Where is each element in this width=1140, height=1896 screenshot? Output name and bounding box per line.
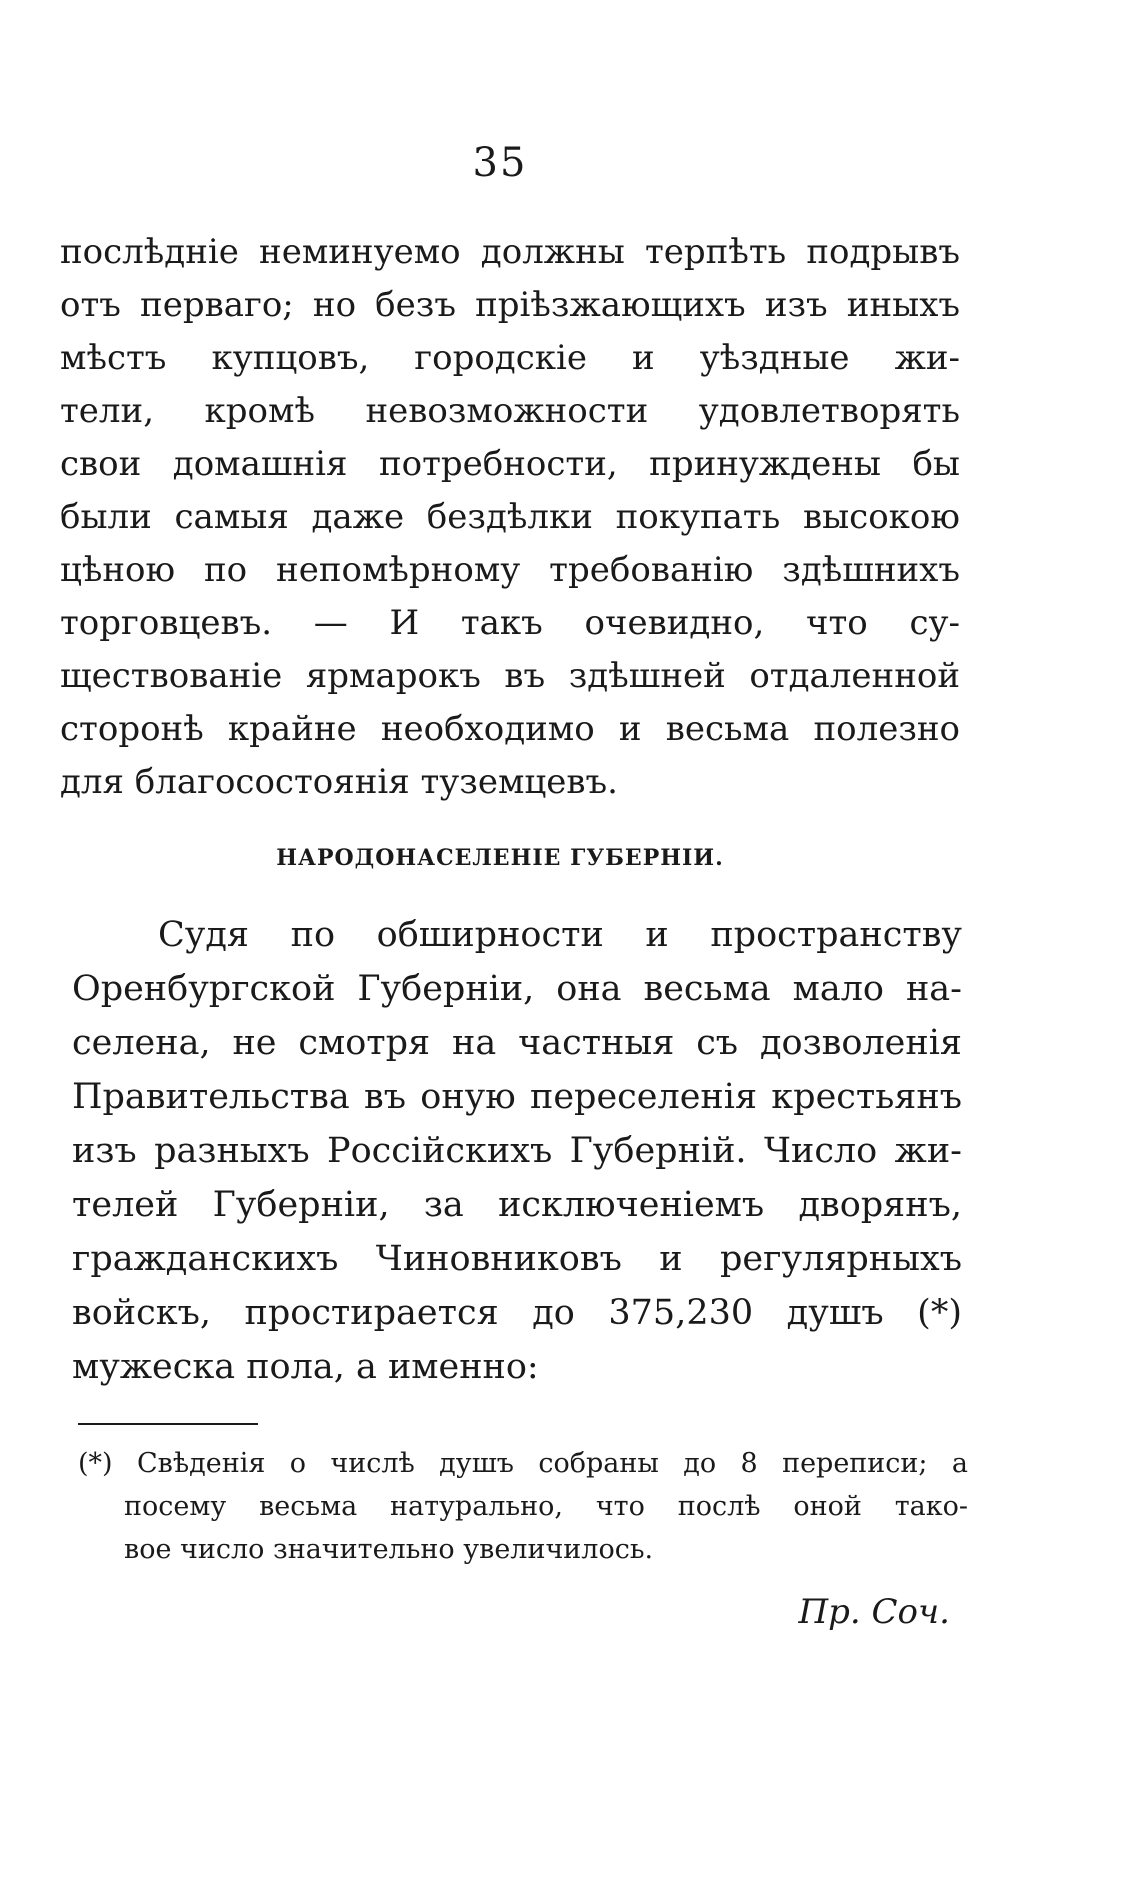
footnote-line: (*) Свѣденія о числѣ душъ собраны до 8 переписи; а bbox=[78, 1448, 968, 1479]
text-line: Оренбургской Губерніи, она весьма мало на- bbox=[72, 969, 962, 1009]
footnote-signature: Пр. Соч. bbox=[798, 1592, 950, 1632]
text-line: Правительства въ оную переселенія крестьянъ bbox=[72, 1077, 962, 1117]
text-line: мужеска пола, а именно: bbox=[72, 1347, 539, 1387]
footnote-line: посему весьма натурально, что послѣ оной тако- bbox=[124, 1491, 968, 1522]
text-line: гражданскихъ Чиновниковъ и регулярныхъ bbox=[72, 1239, 962, 1279]
text-line: мѣстъ купцовъ, городскіе и уѣздные жи- bbox=[60, 338, 960, 378]
text-line: для благосостоянія туземцевъ. bbox=[60, 762, 618, 802]
text-line: изъ разныхъ Россійскихъ Губерній. Число жи- bbox=[72, 1131, 962, 1171]
text-line: телей Губерніи, за исключеніемъ дворянъ, bbox=[72, 1185, 962, 1225]
text-line: послѣдніе неминуемо должны терпѣть подрывъ bbox=[60, 232, 960, 272]
text-line: ществованіе ярмарокъ въ здѣшней отдаленной bbox=[60, 656, 960, 696]
text-line: сторонѣ крайне необходимо и весьма полезно bbox=[60, 709, 960, 749]
text-line: тели, кромѣ невозможности удовлетворять bbox=[60, 391, 960, 431]
footnote bbox=[78, 1442, 968, 1571]
paragraph-trade-fairs bbox=[60, 226, 960, 809]
text-line: Судя по обширности и пространству bbox=[158, 915, 962, 955]
text-line: торговцевъ. — И такъ очевидно, что су- bbox=[60, 603, 960, 643]
page-number: 35 bbox=[472, 140, 528, 186]
text-line: отъ перваго; но безъ пріѣзжающихъ изъ иныхъ bbox=[60, 285, 960, 325]
text-line: цѣною по непомѣрному требованію здѣшнихъ bbox=[60, 550, 960, 590]
text-line: были самыя даже бездѣлки покупать высокою bbox=[60, 497, 960, 537]
section-heading: НАРОДОНАСЕЛЕНІЕ ГУБЕРНІИ. bbox=[276, 845, 724, 871]
paragraph-population bbox=[72, 908, 962, 1394]
text-line: войскъ, простирается до 375,230 душъ (*) bbox=[72, 1293, 962, 1333]
text-line: свои домашнія потребности, принуждены бы bbox=[60, 444, 960, 484]
footnote-divider bbox=[78, 1423, 258, 1425]
footnote-line: вое число значительно увеличилось. bbox=[124, 1534, 654, 1565]
text-line: селена, не смотря на частныя съ дозволенія bbox=[72, 1023, 962, 1063]
